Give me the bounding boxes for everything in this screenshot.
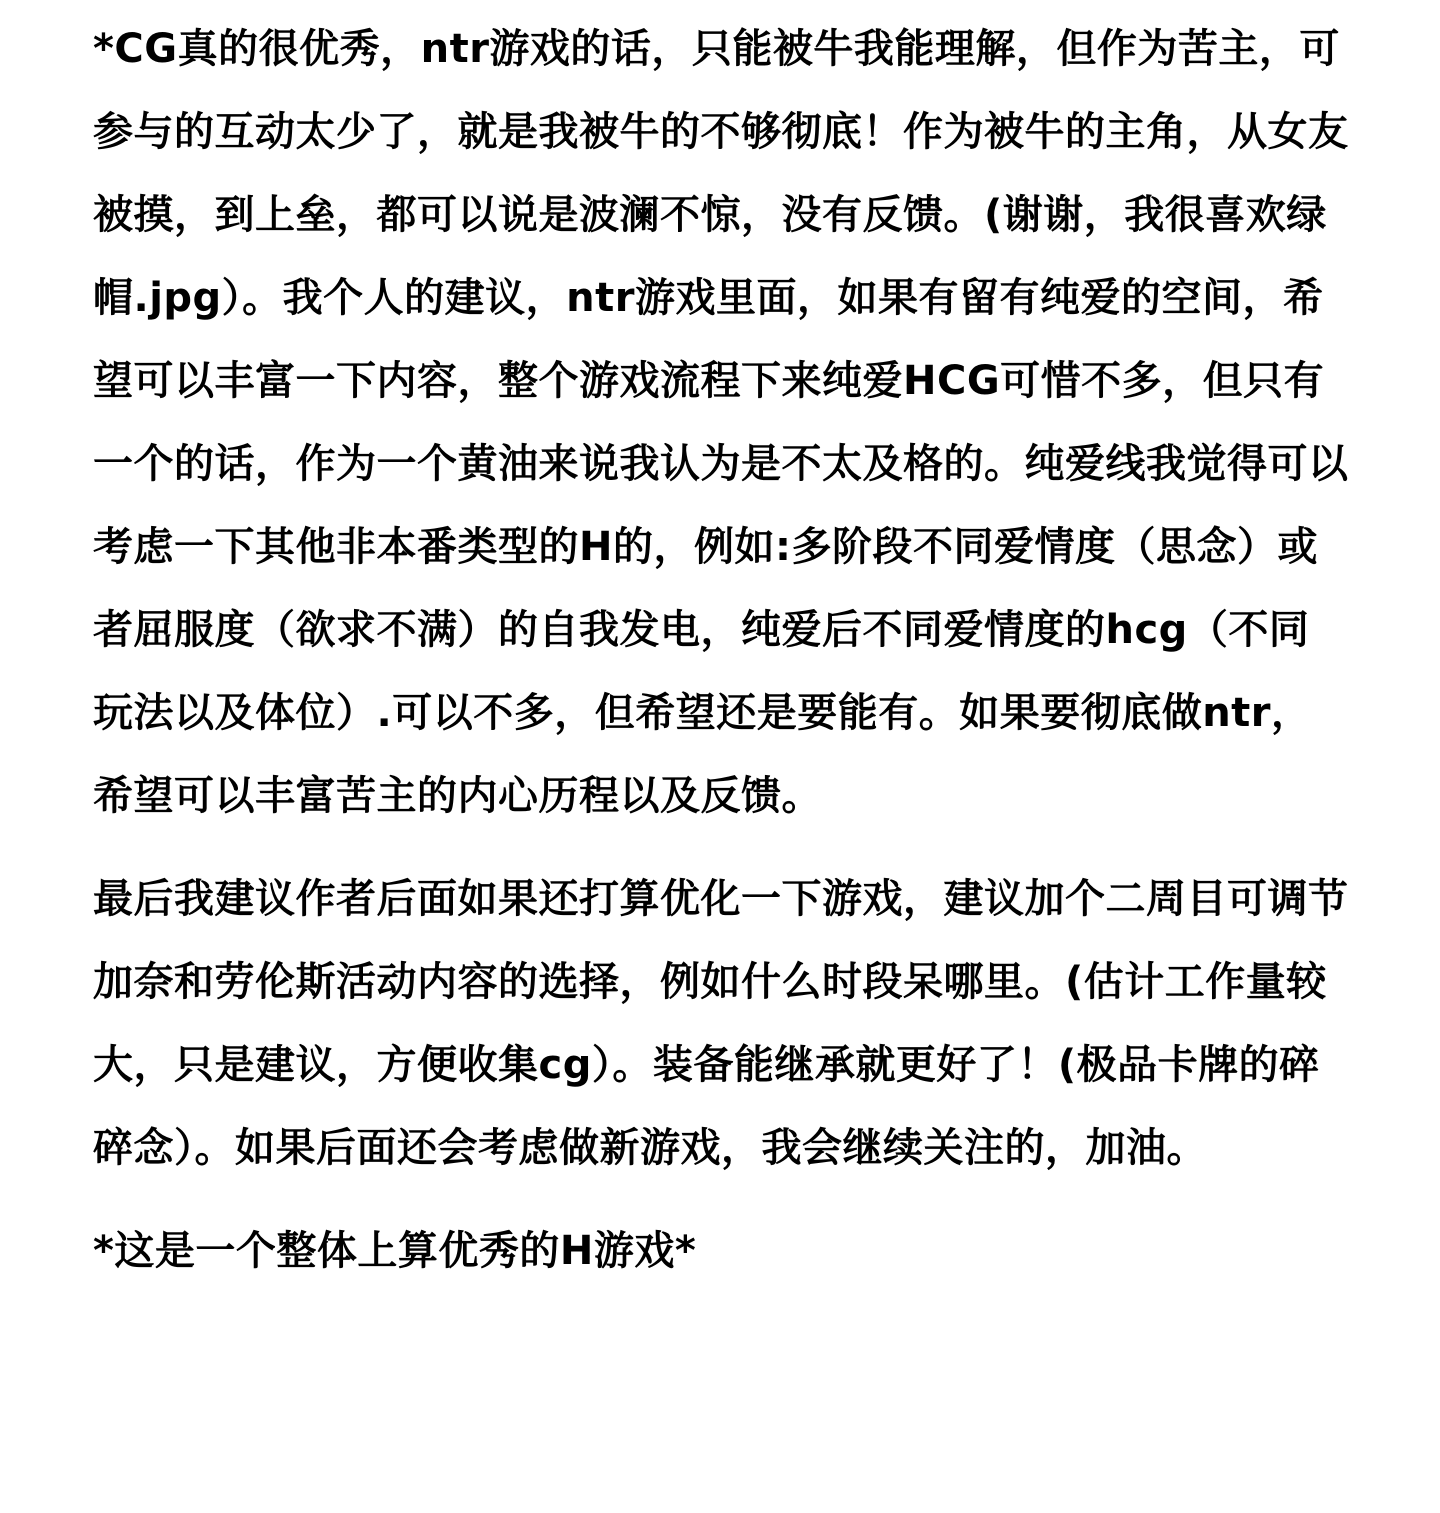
review-text: [93, 8, 1349, 1293]
review-paragraph-suggestions: 最后我建议作者后面如果还打算优化一下游戏，建议加个二周目可调节加奈和劳伦斯活动内容的选择，例如什么时段呆哪里。(估计工作量较大，只是建议，方便收集cg）。装备能继承就更好了！(极品卡牌的碎碎念）。如果后面还会考虑做新游戏，我会继续关注的，加油。: [93, 876, 1349, 1171]
review-paragraph-feedback: *CG真的很优秀，ntr游戏的话，只能被牛我能理解，但作为苦主，可参与的互动太少了，就是我被牛的不够彻底！作为被牛的主角，从女友被摸，到上垒，都可以说是波澜不惊，没有反馈。(谢谢，我很喜欢绿帽.jpg）。我个人的建议，ntr游戏里面，如果有留有纯爱的空间，希望可以丰富一下内容，整个游戏流程下来纯爱HCG可惜不多，但只有一个的话，作为一个黄油来说我认为是不太及格的。纯爱线我觉得可以考虑一下其他非本番类型的H的，例如:多阶段不同爱情度（思念）或者屈服度（欲求不满）的自我发电，纯爱后不同爱情度的hcg（不同玩法以及体位）.可以不多，但希望还是要能有。如果要彻底做ntr，希望可以丰富苦主的内心历程以及反馈。: [93, 26, 1349, 819]
review-paragraph-verdict: *这是一个整体上算优秀的H游戏*: [93, 1228, 697, 1274]
